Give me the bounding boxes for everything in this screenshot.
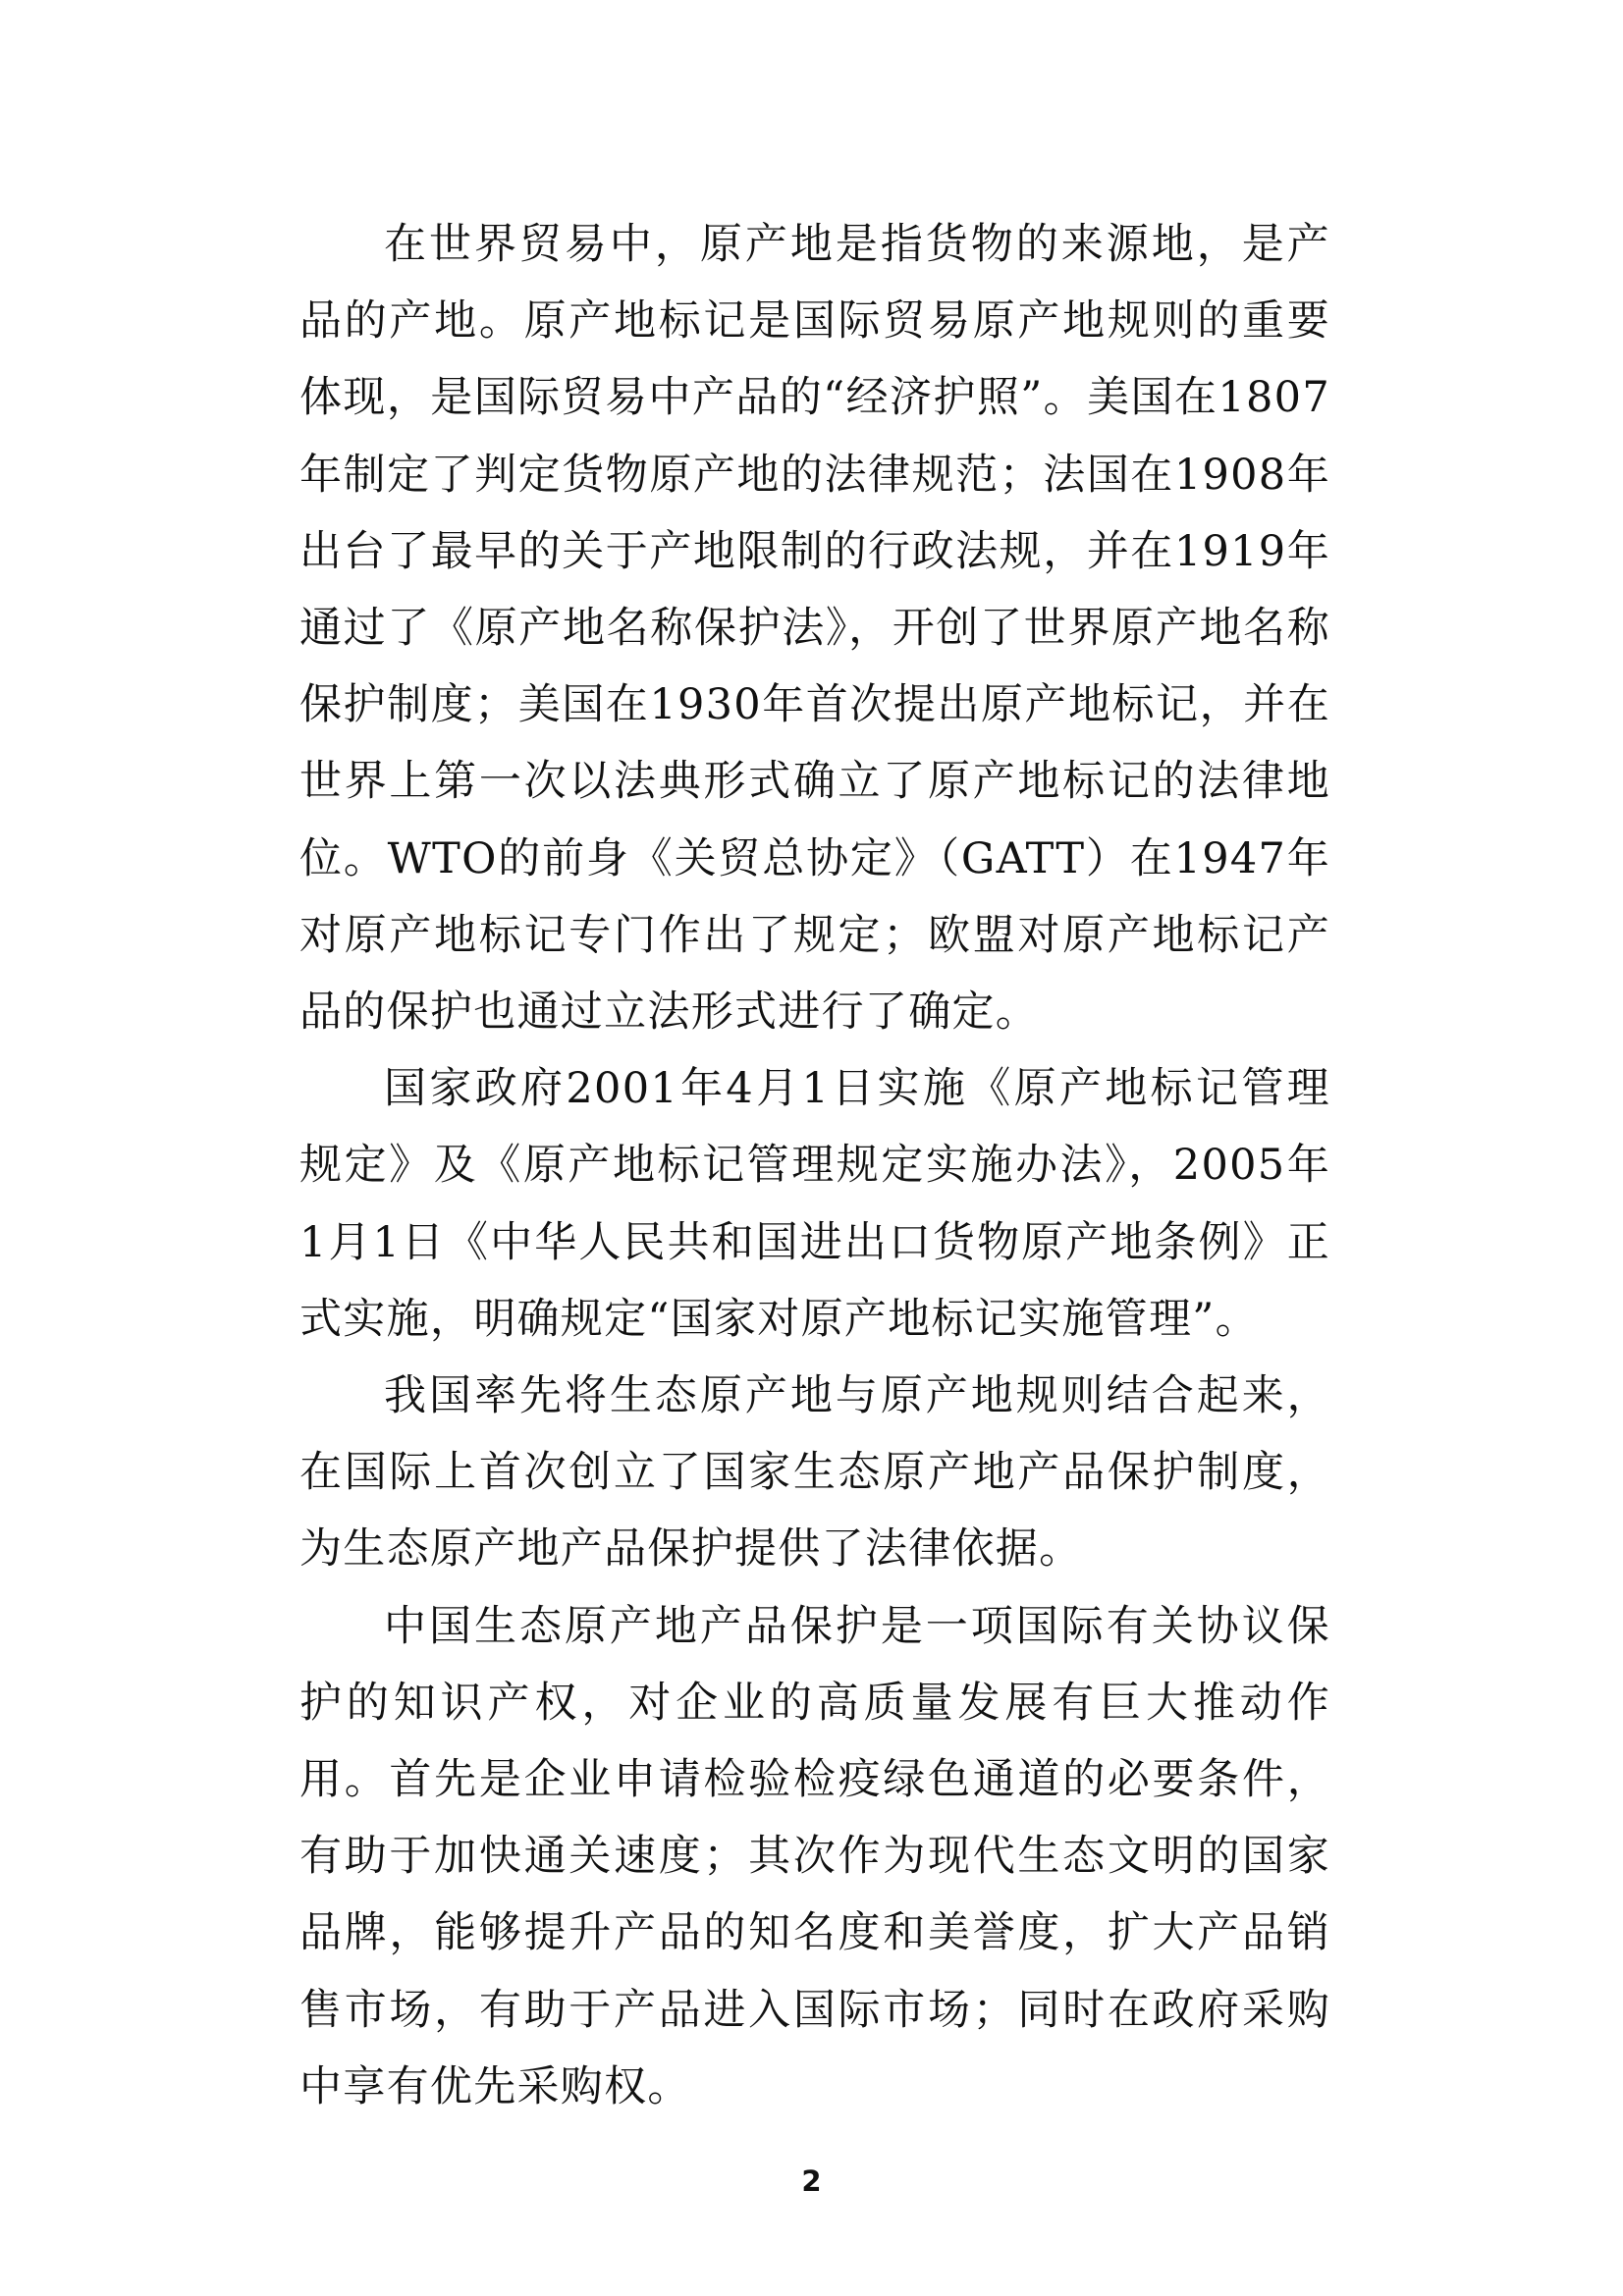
page-number: 2 — [801, 2164, 822, 2198]
paragraph-origin-history: 在世界贸易中，原产地是指货物的来源地，是产品的产地。原产地标记是国际贸易原产地规则的重要体现，是国际贸易中产品的“经济护照”。美国在1807年制定了判定货物原产地的法律规范；法国在1908年出台了最早的关于产地限制的行政法规，并在1919年通过了《原产地名称保护法》，开创了世界原产地名称保护制度；美国在1930年首次提出原产地标记，并在世界上第一次以法典形式确立了原产地标记的法律地位。WTO的前身《关贸总协定》（GATT）在1947年对原产地标记专门作出了规定；欧盟对原产地标记产品的保护也通过立法形式进行了确定。 — [299, 220, 1330, 1038]
body-text — [299, 206, 1330, 2125]
paragraph-national-regulations: 国家政府2001年4月1日实施《原产地标记管理规定》及《原产地标记管理规定实施办法》，2005年1月1日《中华人民共和国进出口货物原产地条例》正式实施，明确规定“国家对原产地标记实施管理”。 — [299, 1064, 1330, 1344]
paragraph-eco-origin-system: 我国率先将生态原产地与原产地规则结合起来，在国际上首次创立了国家生态原产地产品保护制度，为生态原产地产品保护提供了法律依据。 — [299, 1371, 1330, 1575]
paragraph-eco-origin-benefits: 中国生态原产地产品保护是一项国际有关协议保护的知识产权，对企业的高质量发展有巨大推动作用。首先是企业申请检验检疫绿色通道的必要条件，有助于加快通关速度；其次作为现代生态文明的国家品牌，能够提升产品的知名度和美誉度，扩大产品销售市场，有助于产品进入国际市场；同时在政府采购中享有优先采购权。 — [299, 1601, 1330, 2111]
